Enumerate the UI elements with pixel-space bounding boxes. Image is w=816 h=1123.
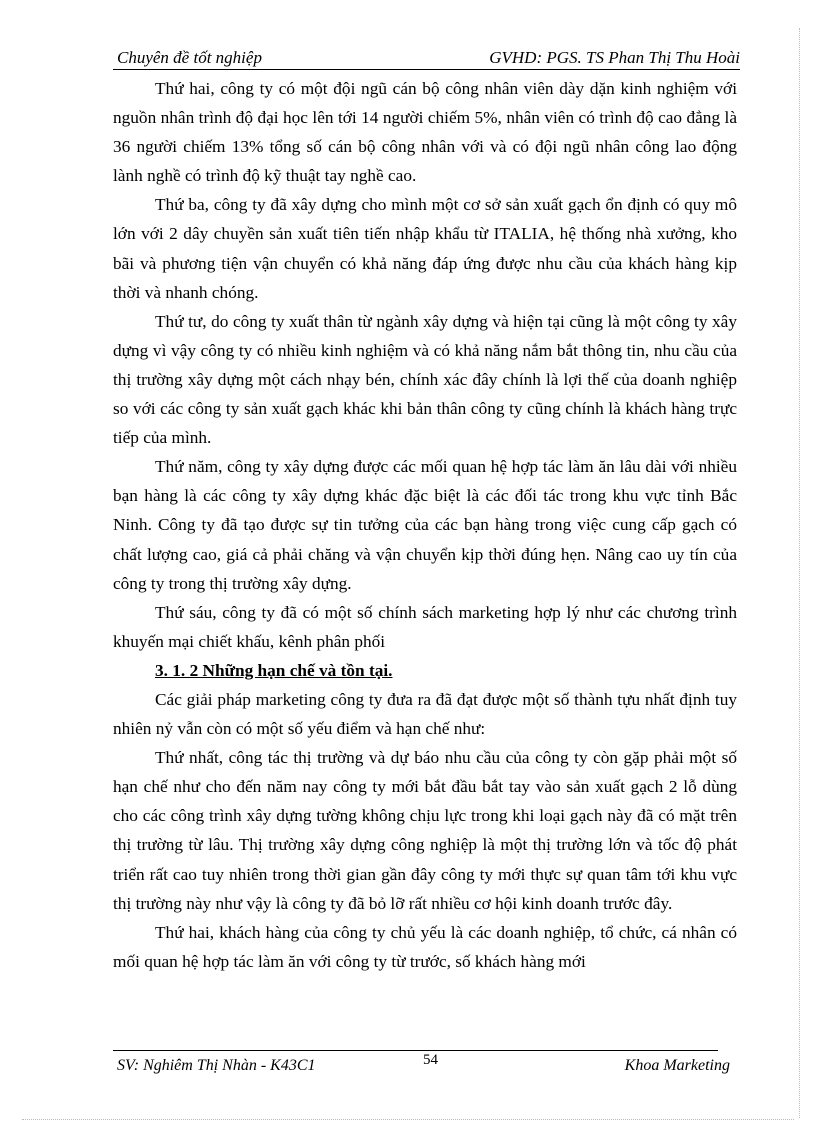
paragraph: Thứ năm, công ty xây dựng được các mối quan hệ hợp tác làm ăn lâu dài với nhiều bạn hàng là các công ty xây dựng khác đặc biệt là các đối tác trong khu vực tỉnh Bắc Ninh. Công ty đã tạo được sự tin tưởng của các bạn hàng trong việc cung cấp gạch có chất lượng cao, giá cả phải chăng và vận chuyển kịp thời đúng hẹn. Nâng cao uy tín của công ty trong thị trường xây dựng. [113, 457, 737, 593]
header-document-title: Chuyên đề tốt nghiệp [117, 48, 262, 67]
paragraph: Thứ ba, công ty đã xây dựng cho mình một cơ sở sản xuất gạch ổn định có quy mô lớn với 2 dây chuyền sản xuất tiên tiến nhập khẩu từ ITALIA, hệ thống nhà xưởng, kho bãi và phương tiện vận chuyển có khả năng đáp ứng được nhu cầu của khách hàng kịp thời và nhanh chóng. [113, 195, 737, 302]
page-header [113, 42, 740, 70]
page-number: 54 [423, 1052, 438, 1068]
section-heading: 3. 1. 2 Những hạn chế và tồn tại. [155, 660, 393, 680]
page-edge-right [799, 28, 800, 1118]
footer-department: Khoa Marketing [624, 1057, 730, 1074]
page-footer [113, 1054, 730, 1078]
document-body [113, 74, 737, 976]
footer-student: SV: Nghiêm Thị Nhàn - K43C1 [117, 1057, 316, 1074]
paragraph: Các giải pháp marketing công ty đưa ra đã đạt được một số thành tựu nhất định tuy nhiên nỷ vẫn còn có một số yếu điểm và hạn chế như: [113, 689, 737, 739]
paragraph: Thứ tư, do công ty xuất thân từ ngành xây dựng và hiện tại cũng là một công ty xây dựng vì vậy công ty có nhiều kinh nghiệm và có khả năng nắm bắt thông tin, nhu cầu của thị trường xây dựng một cách nhạy bén, chính xác đây chính là lợi thế của doanh nghiệp so với các công ty sản xuất gạch khác khi bản thân công ty cũng chính là khách hàng trực tiếp của mình. [113, 311, 737, 448]
page-edge-bottom [22, 1119, 794, 1120]
header-divider [113, 69, 740, 70]
paragraph: Thứ hai, khách hàng của công ty chủ yếu là các doanh nghiệp, tổ chức, cá nhân có mối quan hệ hợp tác làm ăn với công ty từ trước, số khách hàng mới [113, 922, 737, 971]
paragraph: Thứ nhất, công tác thị trường và dự báo nhu cầu của công ty còn gặp phải một số hạn chế như cho đến năm nay công ty mới bắt đầu bắt tay vào sản xuất gạch 2 lỗ dùng cho các công trình xây dựng tường không chịu lực trong khi loại gạch này đã có mặt trên thị trường từ lâu. Thị trường xây dựng công nghiệp là một thị trường lớn và tốc độ phát triển rất cao tuy nhiên trong thời gian gần đây công ty mới thực sự quan tâm tới khu vực thị trường này như vậy là công ty đã bỏ lỡ rất nhiều cơ hội kinh doanh trước đây. [113, 748, 737, 913]
header-advisor: GVHD: PGS. TS Phan Thị Thu Hoài [489, 48, 740, 67]
paragraph: Thứ hai, công ty có một đội ngũ cán bộ công nhân viên dày dặn kinh nghiệm với nguồn nhân trình độ đại học lên tới 14 người chiếm 5%, nhân viên có trình độ cao đẳng là 36 người chiếm 13% tổng số cán bộ công nhân với và có đội ngũ nhân công lao động lành nghề có trình độ kỹ thuật tay nghề cao. [113, 79, 737, 186]
footer-divider [113, 1050, 718, 1051]
paragraph: Thứ sáu, công ty đã có một số chính sách marketing hợp lý như các chương trình khuyến mại chiết khấu, kênh phân phối [113, 602, 737, 651]
